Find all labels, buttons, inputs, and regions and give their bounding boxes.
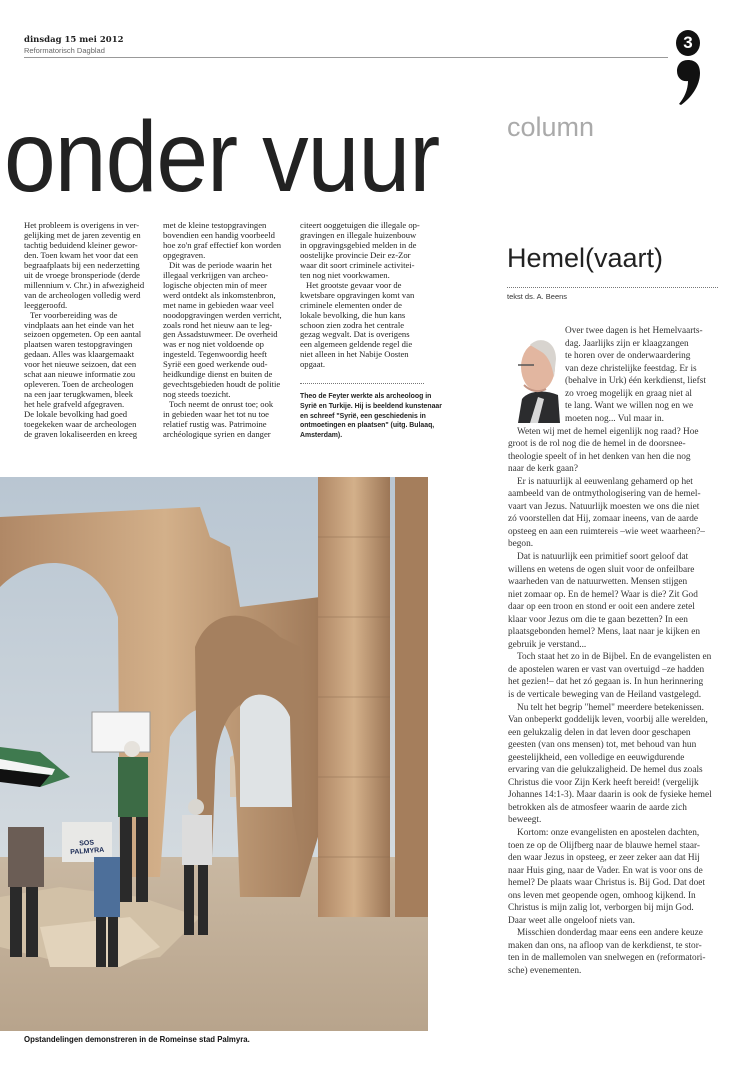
text-line: te horen over de onderwaardering	[565, 351, 691, 362]
text-line: is de verticale beweging van de Heiland vastgelegd.	[508, 689, 702, 700]
text-line: plaatsgebonden hemel? Mens, laat naar je kijken en	[508, 627, 701, 638]
text-line: met de kleine testopgravingen	[163, 220, 267, 230]
text-line: opsteeg en aan een ruimtereis –wie weet waarheen?–	[508, 526, 705, 537]
text-line: Syrië een goed werkende oud-	[163, 359, 268, 370]
text-line: Misschien donderdag maar eens een andere keuze	[517, 928, 703, 939]
text-line: citeert ooggetuigen die illegale op-	[300, 220, 420, 230]
text-line: gen Assadstuwmeer. De overheid	[163, 329, 278, 340]
text-line: oostelijke provincie Deir ez-Zor	[300, 249, 411, 260]
text-line: de apostelen waren er vast van overtuigd –ze hadden	[508, 664, 705, 675]
palmyra-photo	[0, 477, 428, 1031]
text-line: theologie speelt of in het denken van hen die nog	[508, 451, 691, 462]
section-kicker: column	[507, 112, 595, 142]
header-rule	[24, 57, 668, 58]
text-line: waarheden van de natuurwetten. Mensen stijgen	[508, 577, 688, 588]
text-line: Er is natuurlijk al eeuwenlang gehamerd op het	[517, 476, 693, 487]
article-headline: onder vuur	[4, 101, 440, 213]
text-line: gelijking met de jaren zeventig en	[24, 229, 141, 240]
text-line: Weten wij met de hemel eigenlijk nog raad? Hoe	[517, 426, 699, 437]
text-line: ingesteld. Tegenwoordig heeft	[163, 349, 268, 360]
text-line: te lang. Want we willen nog en we	[565, 401, 694, 412]
text-line: leeggeroofd.	[24, 299, 68, 310]
text-line: toen ze op de Olijfberg naar de blauwe hemel staar-	[508, 840, 700, 851]
text-line: criminele elementen onder de	[300, 299, 402, 310]
text-line: van deze christelijke feestdag. Er is	[565, 363, 697, 374]
text-line: toegekeken waar de archeologen	[24, 419, 137, 430]
text-line: ten nog niet voorkwamen.	[300, 269, 390, 280]
text-line: opgegraven.	[163, 249, 206, 260]
text-line: gebruik je verstand...	[508, 639, 587, 650]
text-line: relatief rustig was. Patrimoine	[163, 419, 267, 430]
protest-sign-text: SOS PALMYRA	[69, 839, 105, 857]
author-bio	[300, 392, 442, 441]
text-line: in gebieden waar het tot nu toe	[163, 409, 269, 420]
column-intro	[565, 325, 725, 425]
text-line: klaar voor Jezus om die te gaan bezetten? In een	[508, 614, 688, 625]
text-line: vindplaats aan het einde van het	[24, 319, 135, 330]
comma-logo-icon	[676, 58, 702, 106]
text-line: daar op een troon en stond er ooit een andere zetel	[508, 602, 695, 613]
text-line: voor het nieuwe seizoen, dat een	[24, 359, 137, 370]
text-line: was er nog niet voldoende op	[163, 339, 264, 350]
text-line: lokale bevolking, die hun kans	[300, 309, 406, 320]
text-line: den. Toen kwam het voor dat een	[24, 249, 139, 260]
text-line: tachtig beduidend kleiner gewor-	[24, 239, 138, 250]
text-line: illegaal verkrijgen van archeo-	[163, 269, 269, 280]
text-line: gezag wegvalt. Dat is overigens	[300, 329, 410, 340]
text-line: het gezien!– dat het zó gegaan is. In hun herinnering	[508, 677, 704, 688]
text-line: Johannes 14:1-3). Maar daarin is ook de fysieke hemel	[508, 790, 712, 801]
text-line: geesten (van ons mensen) tot, met behoud van hun	[508, 740, 697, 751]
text-line: Over twee dagen is het Hemelvaarts-	[565, 326, 703, 336]
newspaper-name: Reformatorisch Dagblad	[24, 46, 105, 55]
text-line: den waar Jezus in opsteeg, er zeer zeker aan dat Hij	[508, 853, 700, 864]
bio-divider	[300, 383, 424, 384]
text-line: ontmoetingen en plaatsen" (uitg. Bulaaq,	[300, 422, 435, 430]
text-line: en schreef "Syrië, een geschiedenis in	[300, 412, 426, 420]
text-line: groot is de rol nog die de hemel in de doorsnee-	[508, 439, 686, 450]
text-line: geestelijkheid, een volledige en eeuwigdurende	[508, 752, 685, 763]
text-line: zo vroeg mogelijk en graag niet al	[565, 388, 693, 399]
text-line: schat aan nieuwe informatie zou	[24, 369, 136, 380]
text-line: niet alleen in het Nabije Oosten	[300, 349, 409, 360]
text-line: opgaat.	[300, 359, 326, 370]
text-line: niet zomaar op. En de hemel? Waar is die? Zit God	[508, 589, 698, 600]
text-line: Christus is mijn zalig lot, verborgen bij mijn God.	[508, 903, 694, 914]
text-line: gravingen en illegale huizenbouw	[300, 229, 417, 240]
text-line: zó voorstellen dat Hij, zomaar ineens, van de aarde	[508, 514, 698, 525]
text-line: uit de vroege bronsperiode (derde	[24, 269, 140, 280]
text-line: van de archeologen volledig werd	[24, 289, 141, 300]
page-number: 3	[676, 30, 700, 56]
text-line: Dit was de periode waarin het	[169, 259, 272, 270]
text-line: zoals rond het nieuw aan te leg-	[163, 319, 273, 330]
text-line: opleveren. Toen de archeologen	[24, 379, 134, 390]
text-line: De lokale bevolking had goed	[24, 409, 128, 420]
text-line: een algemeen geldende regel die	[300, 339, 413, 350]
article-column-2	[163, 221, 288, 440]
text-line: Het probleem is overigens in ver-	[24, 220, 140, 230]
text-line: Toch staat het zo in de Bijbel. En de evangelisten en	[517, 652, 712, 663]
byline: tekst ds. A. Beens	[507, 292, 568, 301]
text-line: nog steeds toezicht.	[163, 389, 231, 400]
text-line: hoe zo'n graf effectief kon worden	[163, 239, 282, 250]
text-line: willens en wetens de ogen sluit voor de onfeilbare	[508, 564, 695, 575]
text-line: dag. Jaarlijks zijn er klaagzangen	[565, 338, 689, 349]
text-line: seizoen opgemeten. Op een aantal	[24, 329, 142, 340]
text-line: beweegt.	[508, 815, 542, 826]
text-line: kwetsbare opgravingen komt van	[300, 289, 415, 300]
text-line: schoon zien zodra het centrale	[300, 319, 405, 330]
text-line: moeten nog... Vul maar in.	[565, 413, 664, 424]
text-line: noodopgravingen werden verricht,	[163, 309, 282, 320]
text-line: naar de kerk gaan?	[508, 464, 578, 475]
author-portrait	[508, 329, 560, 423]
text-line: aambeeld van de ontmythologisering van de hemel-	[508, 489, 701, 500]
text-line: gevechtsgebieden houdt de politie	[163, 379, 281, 390]
text-line: Dat is natuurlijk een primitief soort geloof dat	[517, 551, 689, 562]
text-line: Ter voorbereiding was de	[30, 309, 118, 320]
text-line: in opgravingsgebied melden in de	[300, 239, 417, 250]
photo-caption: Opstandelingen demonstreren in de Romeinse stad Palmyra.	[24, 1035, 250, 1044]
text-line: begraafplaats bij een nederzetting	[24, 259, 140, 270]
text-line: ons leven met geopende ogen, omhoog kijkend. In	[508, 890, 696, 901]
text-line: begon.	[508, 539, 534, 550]
article-column-3	[300, 221, 425, 370]
text-line: millennium v. Chr.) in afwezigheid	[24, 279, 145, 290]
text-line: Daar weet alle ongeloof niets van.	[508, 915, 636, 926]
text-line: Syrië en Turkije. Hij is beeldend kunstenaar	[300, 402, 442, 410]
text-line: naar Huis ging, naar de Vader. En wat is voor ons de	[508, 865, 703, 876]
text-line: na een jaar terugkwamen, bleek	[24, 389, 134, 400]
text-line: het hele grafveld afgegraven.	[24, 399, 125, 410]
text-line: werd ontdekt als inkomstenbron,	[163, 289, 276, 300]
text-line: sche) evenementen.	[508, 966, 582, 977]
title-divider	[507, 287, 718, 288]
text-line: archéologique syrien en danger	[163, 429, 271, 440]
text-line: gedaan. Alles was klaargemaakt	[24, 349, 135, 360]
text-line: Amsterdam).	[300, 432, 343, 440]
text-line: maken dan ons, na afloop van de kerkdienst, te stor-	[508, 940, 702, 951]
text-line: Toch neemt de onrust toe; ook	[169, 399, 274, 410]
text-line: plaatsen waren testopgravingen	[24, 339, 133, 350]
text-line: heidkundige dienst en buiten de	[163, 369, 273, 380]
text-line: een gelukzalig delen in dat leven door geschapen	[508, 727, 691, 738]
text-line: Nu telt het begrip "hemel" meerdere betekenissen.	[517, 702, 704, 713]
text-line: ervaring van die gelukzaligheid. De hemel dus zoals	[508, 765, 703, 776]
column-body	[508, 426, 728, 978]
text-line: waar dit soort criminele activitei-	[300, 259, 415, 270]
text-line: vaart van Jezus. Natuurlijk moesten we ons die niet	[508, 501, 700, 512]
text-line: met name in gebieden waar veel	[163, 299, 274, 310]
text-line: Het grootste gevaar voor de	[306, 279, 402, 290]
text-line: de graven lokaliseerden en kreeg	[24, 429, 138, 440]
text-line: (behalve in Urk) één kerkdienst, liefst	[565, 376, 706, 387]
text-line: hemel? De plaats waar Christus is. Bij God. Dat doet	[508, 878, 706, 889]
text-line: logische objecten min of meer	[163, 279, 268, 290]
text-line: betrokken als de atmosfeer waarin de aarde zich	[508, 802, 687, 813]
text-line: Van onbeperkt goddelijk leven, voorbij alle werelden,	[508, 715, 708, 726]
issue-date: dinsdag 15 mei 2012	[24, 35, 124, 45]
article-column-1	[24, 221, 149, 440]
text-line: ten in de mallemolen van snelwegen en (reformatori-	[508, 953, 706, 964]
text-line: Christus die voor Zijn Kerk heeft bereid! (vergelijk	[508, 777, 699, 788]
text-line: Kortom: onze evangelisten en apostelen dachten,	[517, 828, 700, 838]
column-title: Hemel(vaart)	[507, 243, 664, 273]
text-line: bovendien een handig voorbeeld	[163, 229, 275, 240]
text-line: Theo de Feyter werkte als archeoloog in	[300, 393, 432, 400]
